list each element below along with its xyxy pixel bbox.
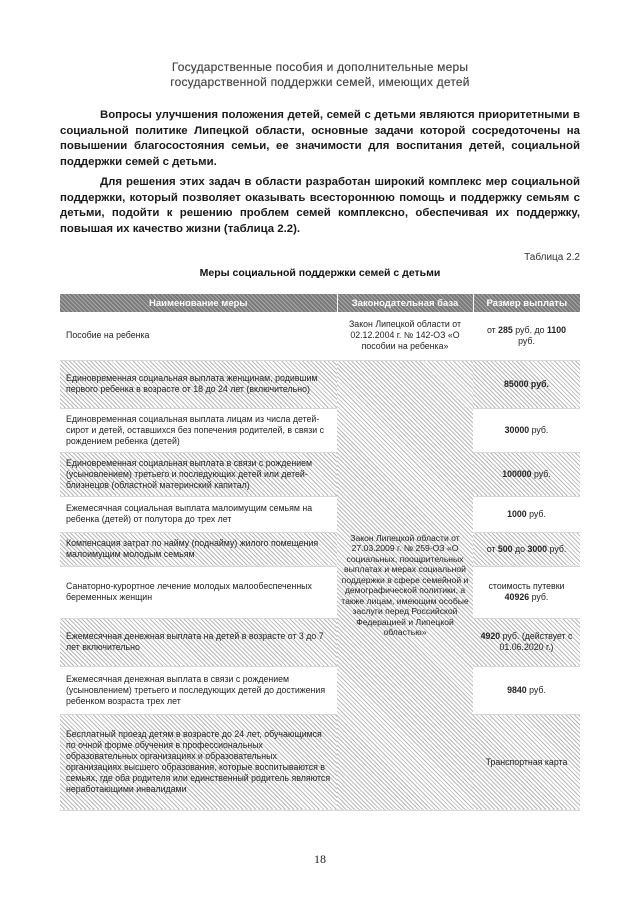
table-row bbox=[60, 618, 580, 666]
support-measures-table bbox=[60, 294, 580, 811]
paragraph-1: Вопросы улучшения положения детей, семей с детьми являются приоритетными в социальной политике Липецкой области, основные задачи которой сосредоточены на повышении благосостояния семьи, ее значимости для воспитания детей, социальной поддержки семей с детьми. bbox=[60, 109, 580, 168]
measure-cell: Ежемесячная социальная выплата малоимущим семьям на ребенка (детей) от полутора до трех лет bbox=[60, 496, 337, 532]
table-row bbox=[60, 360, 580, 408]
table-row bbox=[60, 312, 580, 360]
amount-suffix: руб. bbox=[526, 508, 546, 519]
amount-suffix: руб. bbox=[529, 592, 549, 602]
table-title: Меры социальной поддержки семей с детьми bbox=[199, 267, 441, 279]
amount-cell bbox=[473, 452, 580, 496]
table-row bbox=[60, 496, 580, 532]
table-row bbox=[60, 714, 580, 810]
paragraph-2: Для решения этих задач в области разработан широкий комплекс мер социальной поддержки, который позволяет оказывать всестороннюю помощь и поддержку семьям с детьми, подойти к решению проблем семей комплексно, обеспечивая их поддержку, повышая их качество жизни (таблица 2.2). bbox=[60, 176, 580, 235]
measure-cell: Компенсация затрат по найму (поднайму) жилого помещения малоимущим молодым семьям bbox=[60, 532, 337, 566]
table-row bbox=[60, 566, 580, 618]
amount-cell bbox=[473, 312, 580, 360]
amount-value: 40926 bbox=[504, 592, 530, 602]
heading-line-2: государственной поддержки семей, имеющих детей bbox=[170, 75, 470, 89]
table-row bbox=[60, 532, 580, 566]
amount-cell bbox=[473, 566, 580, 618]
header-measure: Наименование меры bbox=[60, 294, 337, 312]
table-row bbox=[60, 666, 580, 714]
amount-suffix: руб. bbox=[531, 468, 551, 479]
header-law: Законодательная база bbox=[337, 294, 473, 312]
amount-value: 30000 bbox=[504, 424, 530, 435]
amount-cell bbox=[473, 618, 580, 666]
table-row bbox=[60, 452, 580, 496]
law-cell: Закон Липецкой области от 02.12.2004 г. № 142-ОЗ «О пособии на ребенка» bbox=[337, 312, 473, 360]
amount-suffix: руб. (действует с 01.06.2020 г.) bbox=[499, 631, 573, 652]
measure-cell: Единовременная социальная выплата женщинам, родившим первого ребенка в возрасте от 18 до 24 лет (включительно) bbox=[60, 360, 337, 408]
amount-value-max: 1100 bbox=[546, 324, 567, 335]
amount-value: 100000 bbox=[502, 468, 532, 479]
measure-cell: Единовременная социальная выплата в связи с рождением (усыновлением) третьего и последующих детей или детей-близнецов (областной материнский капитал) bbox=[60, 452, 337, 496]
law-cell-merged: Закон Липецкой области от 27.03.2009 г. № 259-ОЗ «О социальных, поощрительных выплатах и мерах социальной поддержки в сфере семейной и демографической политики, а также лицам, имеющим особые заслуги перед Российской Федерацией и Липецкой областью» bbox=[337, 360, 473, 810]
amount-middle: до bbox=[512, 543, 528, 554]
table-row bbox=[60, 408, 580, 452]
amount-suffix: руб. bbox=[518, 335, 535, 346]
section-heading bbox=[60, 60, 580, 90]
table-header-row bbox=[60, 294, 580, 312]
amount-suffix: руб. bbox=[529, 424, 549, 435]
measure-cell: Бесплатный проезд детям в возрасте до 24 лет, обучающимся по очной форме обучения в профессиональных образовательных организациях и образовательных организациях высшего образования, которые воспитываются в семьях, где оба родителя или единственный родитель являются неработающими инвалидами bbox=[60, 714, 337, 810]
amount-cell bbox=[473, 666, 580, 714]
amount-value-min: 285 bbox=[498, 324, 513, 335]
amount-prefix: стоимость путевки bbox=[488, 581, 565, 591]
measure-cell: Санаторно-курортное лечение молодых малообеспеченных беременных женщин bbox=[60, 566, 337, 618]
amount-value: 4920 bbox=[480, 631, 501, 641]
measure-cell: Ежемесячная денежная выплата на детей в возрасте от 3 до 7 лет включительно bbox=[60, 618, 337, 666]
amount-cell bbox=[473, 496, 580, 532]
amount-prefix: от bbox=[486, 543, 498, 554]
amount-value-max: 3000 bbox=[527, 543, 548, 554]
amount-value: 1000 bbox=[507, 508, 527, 519]
amount-cell bbox=[473, 532, 580, 566]
measure-cell: Единовременная социальная выплата лицам из числа детей-сирот и детей, оставшихся без попечения родителей, в связи с рождением ребенка (детей) bbox=[60, 408, 337, 452]
amount-value: 9840 bbox=[507, 684, 527, 695]
amount-cell bbox=[473, 360, 580, 408]
amount-prefix: от bbox=[486, 324, 499, 335]
amount-value-min: 500 bbox=[497, 543, 513, 554]
page-number: 18 bbox=[314, 852, 326, 866]
amount-suffix: руб. bbox=[526, 684, 546, 695]
measure-cell: Пособие на ребенка bbox=[60, 312, 337, 360]
measure-cell: Ежемесячная денежная выплата в связи с рождением (усыновлением) третьего и последующих детей до достижения ребенком возраста трех лет bbox=[60, 666, 337, 714]
table-label: Таблица 2.2 bbox=[524, 252, 580, 263]
amount-cell: Транспортная карта bbox=[473, 714, 580, 810]
amount-cell bbox=[473, 408, 580, 452]
amount-middle: руб. до bbox=[512, 324, 547, 335]
header-amount: Размер выплаты bbox=[473, 294, 580, 312]
heading-line-1: Государственные пособия и дополнительные меры bbox=[171, 60, 469, 74]
amount-value: 85000 руб. bbox=[504, 378, 549, 389]
amount-suffix: руб. bbox=[547, 543, 567, 554]
